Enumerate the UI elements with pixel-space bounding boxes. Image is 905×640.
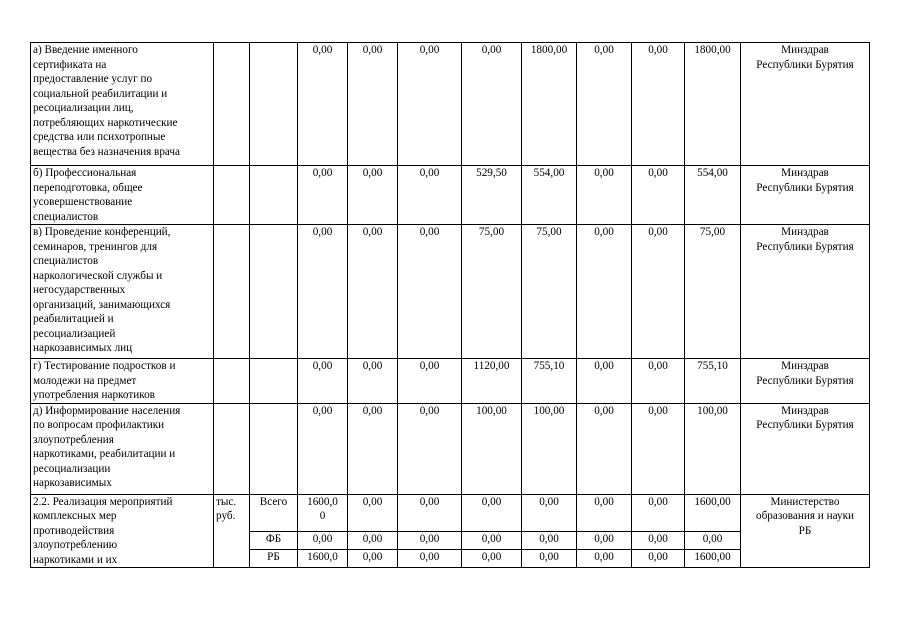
source-cell	[250, 359, 298, 404]
value-cell: 0,00	[462, 494, 522, 532]
table-row	[31, 43, 870, 166]
value-cell: 0,00	[298, 43, 348, 166]
value-cell: 755,10	[522, 359, 577, 404]
value-cell: 0,00	[348, 43, 398, 166]
value-cell: 100,00	[685, 403, 741, 494]
value-cell: 0,00	[298, 225, 348, 359]
value-cell: 0,00	[522, 550, 577, 568]
value-cell: 1600,00	[685, 494, 741, 532]
measure-name-cell: б) Профессиональная переподготовка, общее усовершенствование специалистов	[31, 166, 214, 225]
value-cell: 0,00	[577, 494, 632, 532]
value-cell: 0,00	[348, 359, 398, 404]
value-cell: 0,00	[632, 494, 685, 532]
value-cell: 1800,00	[522, 43, 577, 166]
value-cell: 0,00	[577, 403, 632, 494]
value-cell: 0,00	[522, 532, 577, 550]
value-cell: 0,00	[398, 43, 462, 166]
source-cell	[250, 225, 298, 359]
value-cell: 0,00	[632, 403, 685, 494]
value-cell: 0,00	[577, 550, 632, 568]
value-cell: 1600,0 0	[298, 494, 348, 532]
value-cell: 0,00	[348, 550, 398, 568]
value-cell: 1120,00	[462, 359, 522, 404]
source-cell: ФБ	[250, 532, 298, 550]
value-cell: 0,00	[577, 359, 632, 404]
value-cell: 0,00	[462, 532, 522, 550]
measure-name-cell: а) Введение именного сертификата на предоставление услуг по социальной реабилитации и ресоциализации лиц, потребляющих наркотические средства или психотропные вещества без назначения врача	[31, 43, 214, 166]
executor-cell: Минздрав Республики Бурятия	[741, 359, 870, 404]
value-cell: 0,00	[462, 550, 522, 568]
unit-cell	[214, 225, 250, 359]
unit-cell	[214, 43, 250, 166]
value-cell: 0,00	[577, 43, 632, 166]
value-cell: 529,50	[462, 166, 522, 225]
value-cell: 0,00	[577, 225, 632, 359]
value-cell: 0,00	[632, 43, 685, 166]
executor-cell: Минздрав Республики Бурятия	[741, 43, 870, 166]
value-cell: 0,00	[577, 166, 632, 225]
value-cell: 0,00	[398, 359, 462, 404]
value-cell: 0,00	[348, 166, 398, 225]
value-cell: 0,00	[398, 403, 462, 494]
source-cell	[250, 43, 298, 166]
value-cell: 0,00	[298, 359, 348, 404]
value-cell: 0,00	[398, 225, 462, 359]
value-cell: 0,00	[462, 43, 522, 166]
value-cell: 75,00	[685, 225, 741, 359]
value-cell: 1800,00	[685, 43, 741, 166]
unit-cell	[214, 166, 250, 225]
executor-cell: Минздрав Республики Бурятия	[741, 166, 870, 225]
unit-cell: тыс. руб.	[214, 494, 250, 568]
unit-cell	[214, 403, 250, 494]
value-cell: 0,00	[348, 494, 398, 532]
value-cell: 0,00	[348, 403, 398, 494]
unit-cell	[214, 359, 250, 404]
value-cell: 0,00	[398, 532, 462, 550]
table-row	[31, 359, 870, 404]
value-cell: 554,00	[685, 166, 741, 225]
table-row	[31, 494, 870, 532]
source-cell	[250, 166, 298, 225]
value-cell: 0,00	[632, 225, 685, 359]
value-cell: 0,00	[298, 403, 348, 494]
source-cell: Всего	[250, 494, 298, 532]
value-cell: 0,00	[298, 532, 348, 550]
table-row	[31, 225, 870, 359]
value-cell: 0,00	[632, 532, 685, 550]
value-cell: 0,00	[577, 532, 632, 550]
table-row	[31, 403, 870, 494]
value-cell: 0,00	[632, 550, 685, 568]
value-cell: 1600,0	[298, 550, 348, 568]
value-cell: 0,00	[398, 550, 462, 568]
measure-name-cell: 2.2. Реализация мероприятий комплексных мер противодействия злоупотреблению наркотиками и их	[31, 494, 214, 568]
executor-cell: Министерство образования и науки РБ	[741, 494, 870, 568]
value-cell: 0,00	[348, 225, 398, 359]
value-cell: 100,00	[462, 403, 522, 494]
value-cell: 75,00	[522, 225, 577, 359]
value-cell: 0,00	[398, 494, 462, 532]
measure-name-cell: г) Тестирование подростков и молодежи на предмет употребления наркотиков	[31, 359, 214, 404]
value-cell: 75,00	[462, 225, 522, 359]
value-cell: 0,00	[632, 166, 685, 225]
measure-name-cell: д) Информирование населения по вопросам профилактики злоупотребления наркотиками, реабилитации и ресоциализации наркозависимых	[31, 403, 214, 494]
table-row	[31, 166, 870, 225]
value-cell: 554,00	[522, 166, 577, 225]
value-cell: 0,00	[398, 166, 462, 225]
executor-cell: Минздрав Республики Бурятия	[741, 403, 870, 494]
budget-table	[30, 42, 870, 568]
measure-name-cell: в) Проведение конференций, семинаров, тренингов для специалистов наркологической службы и негосударственных организаций, занимающихся реабилитацией и ресоциализацией наркозависимых лиц	[31, 225, 214, 359]
value-cell: 1600,00	[685, 550, 741, 568]
value-cell: 0,00	[685, 532, 741, 550]
value-cell: 0,00	[348, 532, 398, 550]
source-cell	[250, 403, 298, 494]
value-cell: 100,00	[522, 403, 577, 494]
value-cell: 755,10	[685, 359, 741, 404]
value-cell: 0,00	[298, 166, 348, 225]
executor-cell: Минздрав Республики Бурятия	[741, 225, 870, 359]
source-cell: РБ	[250, 550, 298, 568]
value-cell: 0,00	[522, 494, 577, 532]
value-cell: 0,00	[632, 359, 685, 404]
